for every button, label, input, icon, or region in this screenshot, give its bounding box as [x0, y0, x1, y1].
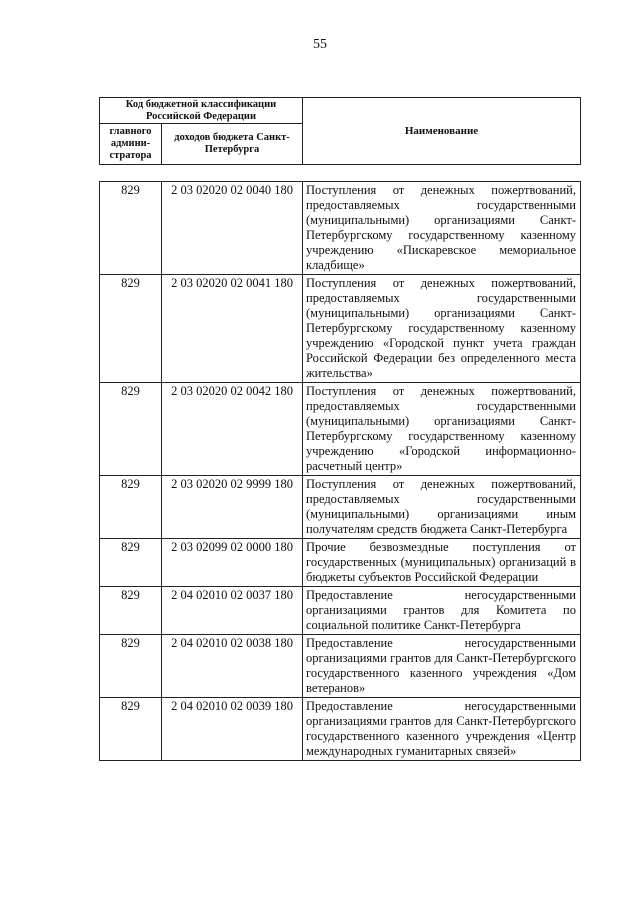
- budget-code-group-heading: Код бюджетной классификации Российской Федерации: [100, 98, 303, 124]
- income-code-cell: 2 04 02010 02 0038 180: [162, 635, 303, 698]
- table-row: [100, 383, 581, 476]
- name-column-heading: Наименование: [303, 98, 581, 165]
- page-number: 55: [313, 37, 327, 52]
- admin-code-cell: 829: [100, 383, 162, 476]
- name-cell: Предоставление негосударственными организациями грантов для Санкт-Петербургского государственного казенного учреждения «Центр международных гуманитарных связей»: [303, 698, 581, 761]
- name-cell: Предоставление негосударственными организациями грантов для Санкт-Петербургского государственного казенного учреждения «Дом ветеранов»: [303, 635, 581, 698]
- admin-code-cell: 829: [100, 635, 162, 698]
- table-row: [100, 698, 581, 761]
- income-code-cell: 2 03 02020 02 0042 180: [162, 383, 303, 476]
- table-row: [100, 476, 581, 539]
- income-code-cell: 2 04 02010 02 0039 180: [162, 698, 303, 761]
- table-row: [100, 275, 581, 383]
- name-cell: Поступления от денежных пожертвований, предоставляемых государственными (муниципальными) организациями Санкт-Петербургскому государственному казенному учреждению «Городской пункт учета граждан Российской Федерации без определенного места жительства»: [303, 275, 581, 383]
- classification-table: [99, 181, 581, 761]
- table-header: [99, 97, 581, 165]
- table-row: [100, 182, 581, 275]
- admin-code-cell: 829: [100, 182, 162, 275]
- admin-code-cell: 829: [100, 539, 162, 587]
- name-cell: Предоставление негосударственными организациями грантов для Комитета по социальной политике Санкт-Петербурга: [303, 587, 581, 635]
- name-cell: Прочие безвозмездные поступления от государственных (муниципальных) организаций в бюджеты субъектов Российской Федерации: [303, 539, 581, 587]
- income-column-heading: доходов бюджета Санкт-Петербурга: [162, 124, 303, 165]
- admin-code-cell: 829: [100, 275, 162, 383]
- table-row: [100, 539, 581, 587]
- income-code-cell: 2 03 02020 02 0041 180: [162, 275, 303, 383]
- admin-column-heading: главного админи-стратора: [100, 124, 162, 165]
- income-code-cell: 2 03 02020 02 9999 180: [162, 476, 303, 539]
- table-row: [100, 635, 581, 698]
- income-code-cell: 2 03 02020 02 0040 180: [162, 182, 303, 275]
- name-cell: Поступления от денежных пожертвований, предоставляемых государственными (муниципальными) организациями иным получателям средств бюджета Санкт-Петербурга: [303, 476, 581, 539]
- table-row: [100, 587, 581, 635]
- admin-code-cell: 829: [100, 587, 162, 635]
- income-code-cell: 2 03 02099 02 0000 180: [162, 539, 303, 587]
- name-cell: Поступления от денежных пожертвований, предоставляемых государственными (муниципальными) организациями Санкт-Петербургскому государственному казенному учреждению «Городской информационно-расчетный центр»: [303, 383, 581, 476]
- admin-code-cell: 829: [100, 476, 162, 539]
- income-code-cell: 2 04 02010 02 0037 180: [162, 587, 303, 635]
- admin-code-cell: 829: [100, 698, 162, 761]
- name-cell: Поступления от денежных пожертвований, предоставляемых государственными (муниципальными) организациями Санкт-Петербургскому государственному казенному учреждению «Пискаревское мемориальное кладбище»: [303, 182, 581, 275]
